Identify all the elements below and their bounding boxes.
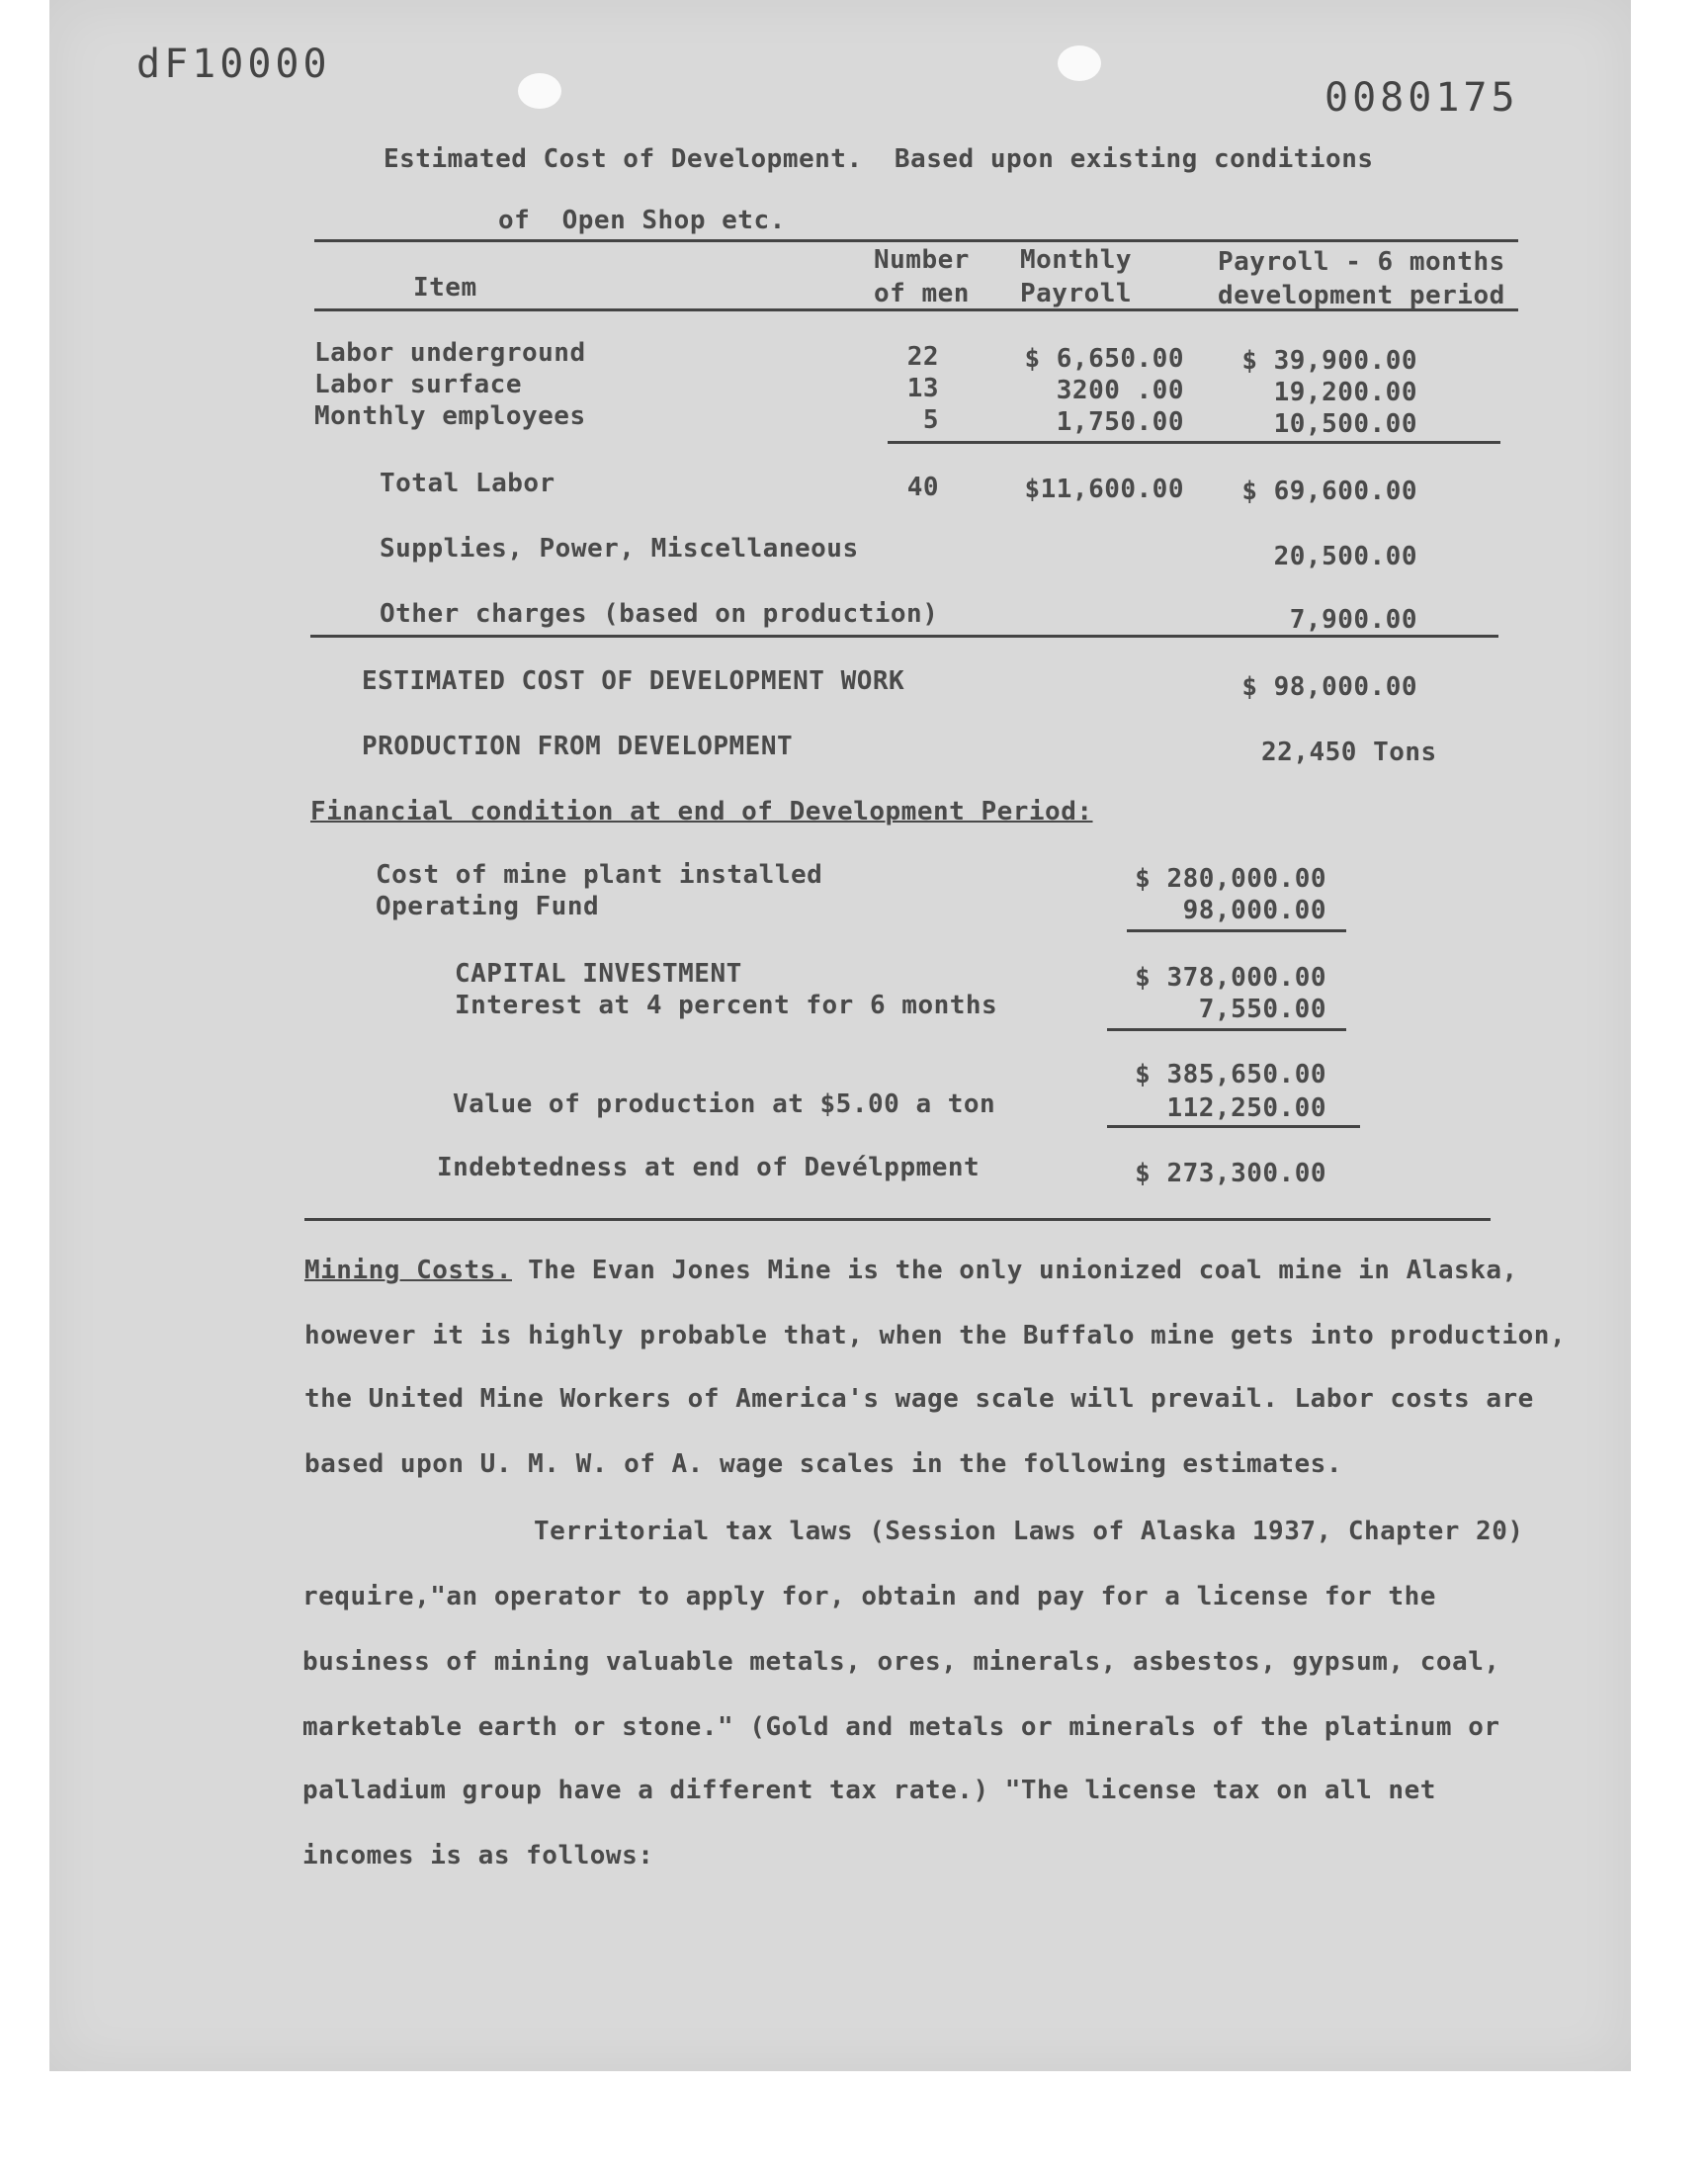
row-item: Labor surface — [314, 370, 522, 399]
plant-value: $ 280,000.00 — [1135, 864, 1326, 894]
row-item: Monthly employees — [314, 401, 586, 431]
indebtedness-value: $ 273,300.00 — [1135, 1159, 1326, 1188]
header-men-1: Number — [874, 245, 970, 275]
header-period-1: Payroll - 6 months — [1218, 247, 1505, 277]
table-bottom-rule — [310, 635, 1498, 638]
indebtedness-label: Indebtedness at end of Devélppment — [437, 1153, 981, 1182]
row-period: 19,200.00 — [1273, 378, 1417, 407]
table-top-rule — [314, 239, 1518, 242]
body-line-7: business of mining valuable metals, ores, minerals, asbestos, gypsum, coal, — [302, 1647, 1500, 1677]
fund-label: Operating Fund — [376, 892, 600, 921]
stamp-top-right: 0080175 — [1324, 75, 1519, 121]
row-period: 10,500.00 — [1273, 409, 1417, 439]
body-line-1 — [304, 1256, 1518, 1285]
body-line-10: incomes is as follows: — [302, 1841, 654, 1870]
header-men-2: of men — [874, 279, 970, 308]
interest-label: Interest at 4 percent for 6 months — [455, 991, 998, 1020]
labor-subtotal-rule — [888, 441, 1500, 444]
interest-value: 7,550.00 — [1198, 995, 1326, 1024]
header-payroll-1: Monthly — [1020, 245, 1133, 275]
total-labor-men: 40 — [906, 473, 939, 502]
punch-hole-left — [518, 73, 561, 109]
row-item: Labor underground — [314, 338, 586, 368]
body-line-5: Territorial tax laws (Session Laws of Alaska 1937, Chapter 20) — [534, 1517, 1524, 1546]
row-monthly: 1,750.00 — [1056, 407, 1184, 437]
body-line-2: however it is highly probable that, when the Buffalo mine gets into production, — [304, 1321, 1567, 1350]
section-divider — [304, 1218, 1491, 1221]
fund-rule — [1127, 929, 1346, 932]
heading-line-1: Estimated Cost of Development. Based upon existing conditions — [384, 144, 1374, 174]
interest-rule — [1107, 1028, 1346, 1031]
body-line-4: based upon U. M. W. of A. wage scales in the following estimates. — [304, 1449, 1342, 1479]
other-charges-value: 7,900.00 — [1289, 605, 1417, 635]
row-monthly: $ 6,650.00 — [1024, 344, 1184, 374]
total-labor-monthly: $11,600.00 — [1024, 475, 1184, 504]
fund-value: 98,000.00 — [1182, 896, 1326, 925]
production-rule — [1107, 1125, 1360, 1128]
row-period: $ 39,900.00 — [1241, 346, 1417, 376]
punch-hole-right — [1058, 45, 1101, 81]
plant-label: Cost of mine plant installed — [376, 860, 823, 890]
production-value: 22,450 Tons — [1261, 738, 1437, 767]
capital-value: $ 378,000.00 — [1135, 963, 1326, 993]
production-label: PRODUCTION FROM DEVELOPMENT — [362, 732, 794, 761]
body-line-6: require,"an operator to apply for, obtain and pay for a license for the — [302, 1582, 1436, 1611]
row-men: 13 — [906, 374, 939, 403]
supplies-value: 20,500.00 — [1273, 542, 1417, 571]
subtotal-value: $ 385,650.00 — [1135, 1060, 1326, 1089]
total-labor-label: Total Labor — [380, 469, 555, 498]
header-item: Item — [413, 273, 477, 303]
row-men: 22 — [906, 342, 939, 372]
total-labor-period: $ 69,600.00 — [1241, 477, 1417, 506]
header-payroll-2: Payroll — [1020, 279, 1133, 308]
row-men: 5 — [922, 405, 939, 435]
stamp-top-left: dF10000 — [136, 42, 331, 87]
estimated-cost-label: ESTIMATED COST OF DEVELOPMENT WORK — [362, 666, 905, 696]
row-monthly: 3200 .00 — [1056, 376, 1184, 405]
body-line-1-text: The Evan Jones Mine is the only unionized coal mine in Alaska, — [512, 1256, 1518, 1285]
other-charges-label: Other charges (based on production) — [380, 599, 939, 629]
financial-title: Financial condition at end of Development Period: — [310, 797, 1093, 826]
production-value-amount: 112,250.00 — [1166, 1093, 1326, 1123]
heading-line-2: of Open Shop etc. — [498, 206, 786, 235]
body-line-9: palladium group have a different tax rate.) "The license tax on all net — [302, 1776, 1436, 1805]
capital-label: CAPITAL INVESTMENT — [455, 959, 742, 989]
body-line-8: marketable earth or stone." (Gold and metals or minerals of the platinum or — [302, 1712, 1500, 1742]
estimated-cost-value: $ 98,000.00 — [1241, 672, 1417, 702]
body-line-3: the United Mine Workers of America's wage scale will prevail. Labor costs are — [304, 1384, 1534, 1414]
supplies-label: Supplies, Power, Miscellaneous — [380, 534, 859, 564]
mining-costs-label: Mining Costs. — [304, 1256, 512, 1285]
production-value-label: Value of production at $5.00 a ton — [453, 1089, 996, 1119]
header-period-2: development period — [1218, 281, 1505, 310]
